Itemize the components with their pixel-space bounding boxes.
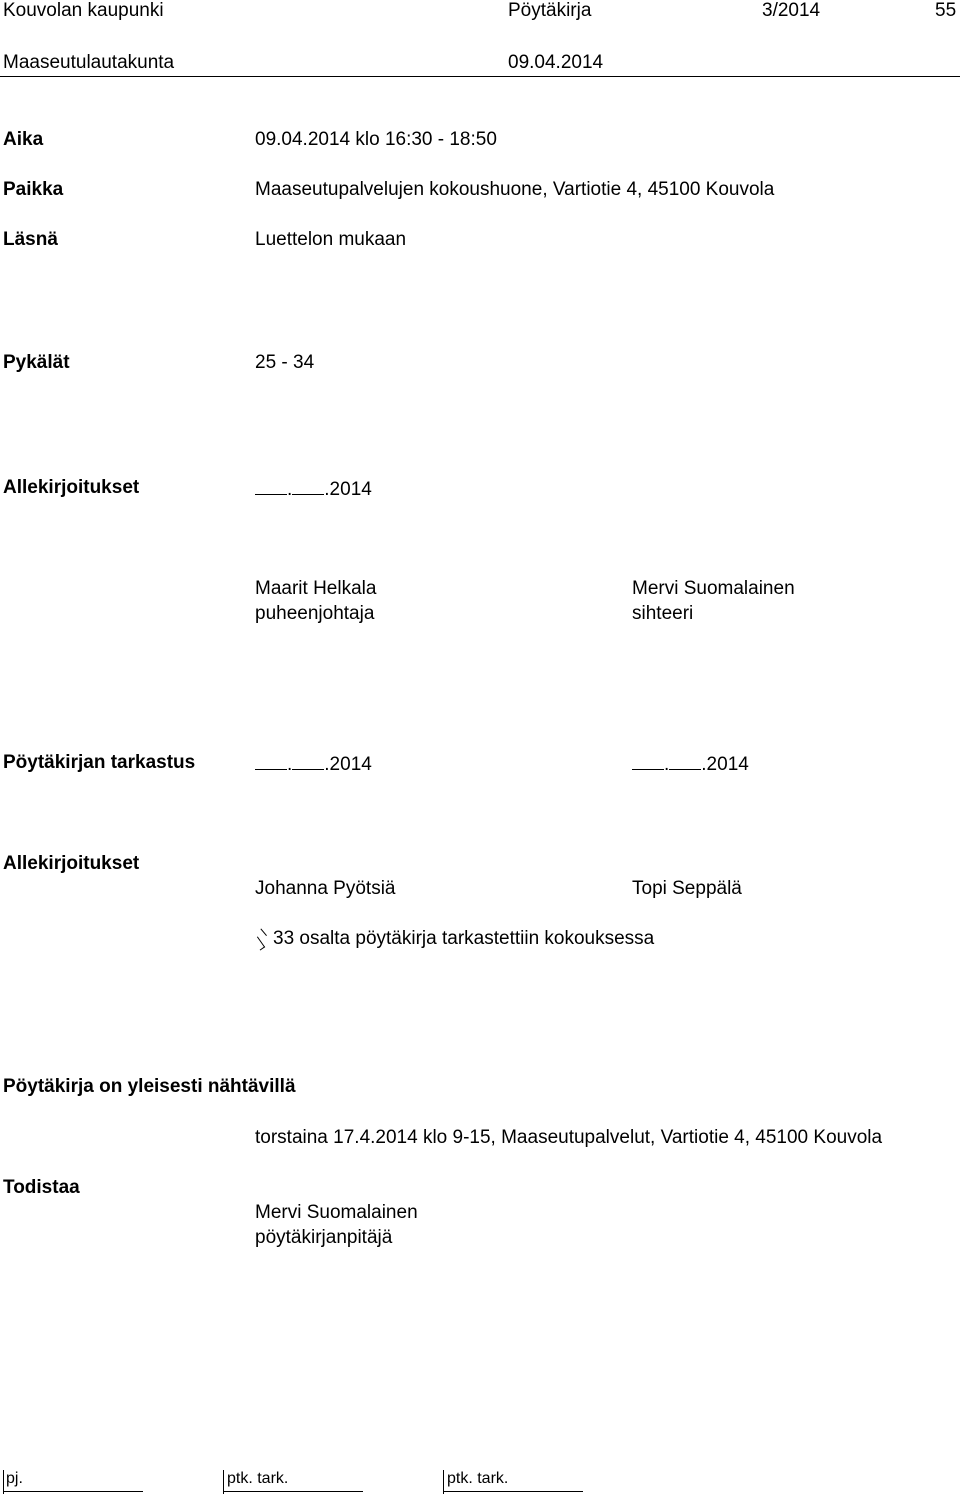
header-date: 09.04.2014 bbox=[508, 52, 604, 73]
certifier-name: Mervi Suomalainen bbox=[255, 1202, 418, 1223]
day-blank bbox=[632, 752, 664, 770]
time-value: 09.04.2014 klo 16:30 - 18:50 bbox=[255, 129, 497, 150]
month-blank bbox=[292, 752, 324, 770]
footer-pj: pj. bbox=[6, 1470, 23, 1487]
month-blank bbox=[669, 752, 701, 770]
chair-name: Maarit Helkala bbox=[255, 578, 377, 599]
footer-ptk-1: ptk. tark. bbox=[227, 1470, 289, 1487]
section-sign-icon bbox=[255, 928, 269, 950]
place-value: Maaseutupalvelujen kokoushuone, Vartiotie 4, 45100 Kouvola bbox=[255, 179, 775, 200]
signatures-label: Allekirjoitukset bbox=[3, 477, 140, 498]
org-name: Kouvolan kaupunki bbox=[3, 0, 164, 21]
reviewer-2: Topi Seppälä bbox=[632, 878, 742, 899]
sections-label: Pykälät bbox=[3, 352, 70, 373]
sections-value: 25 - 34 bbox=[255, 352, 315, 373]
reviewer-1: Johanna Pyötsiä bbox=[255, 878, 396, 899]
committee-name: Maaseutulautakunta bbox=[3, 52, 175, 73]
day-blank bbox=[255, 752, 287, 770]
issue-number: 3/2014 bbox=[762, 0, 821, 21]
footer-line bbox=[3, 1491, 143, 1492]
footer-ptk-2: ptk. tark. bbox=[447, 1470, 509, 1487]
review-date-2: . .2014 bbox=[632, 752, 749, 776]
doc-type: Pöytäkirja bbox=[508, 0, 592, 21]
secretary-name: Mervi Suomalainen bbox=[632, 578, 795, 599]
time-label: Aika bbox=[3, 129, 44, 150]
certify-label: Todistaa bbox=[3, 1177, 80, 1198]
present-label: Läsnä bbox=[3, 229, 58, 250]
place-label: Paikka bbox=[3, 179, 64, 200]
day-blank bbox=[255, 477, 287, 495]
review-note-text: 33 osalta pöytäkirja tarkastettiin kokouksessa bbox=[273, 928, 655, 949]
review-label: Pöytäkirjan tarkastus bbox=[3, 752, 196, 773]
publication-label: Pöytäkirja on yleisesti nähtävillä bbox=[3, 1076, 296, 1097]
publication-value: torstaina 17.4.2014 klo 9-15, Maaseutupalvelut, Vartiotie 4, 45100 Kouvola bbox=[255, 1127, 883, 1148]
header-divider bbox=[0, 76, 960, 77]
page-number: 55 bbox=[935, 0, 957, 21]
review-date-1: . .2014 bbox=[255, 752, 372, 776]
chair-role: puheenjohtaja bbox=[255, 603, 375, 624]
signature-date: . .2014 bbox=[255, 477, 372, 501]
footer-line bbox=[443, 1491, 583, 1492]
month-blank bbox=[292, 477, 324, 495]
review-note bbox=[255, 928, 654, 950]
certifier-role: pöytäkirjanpitäjä bbox=[255, 1227, 393, 1248]
secretary-role: sihteeri bbox=[632, 603, 694, 624]
review-signatures-label: Allekirjoitukset bbox=[3, 853, 140, 874]
present-value: Luettelon mukaan bbox=[255, 229, 407, 250]
footer-line bbox=[223, 1491, 363, 1492]
